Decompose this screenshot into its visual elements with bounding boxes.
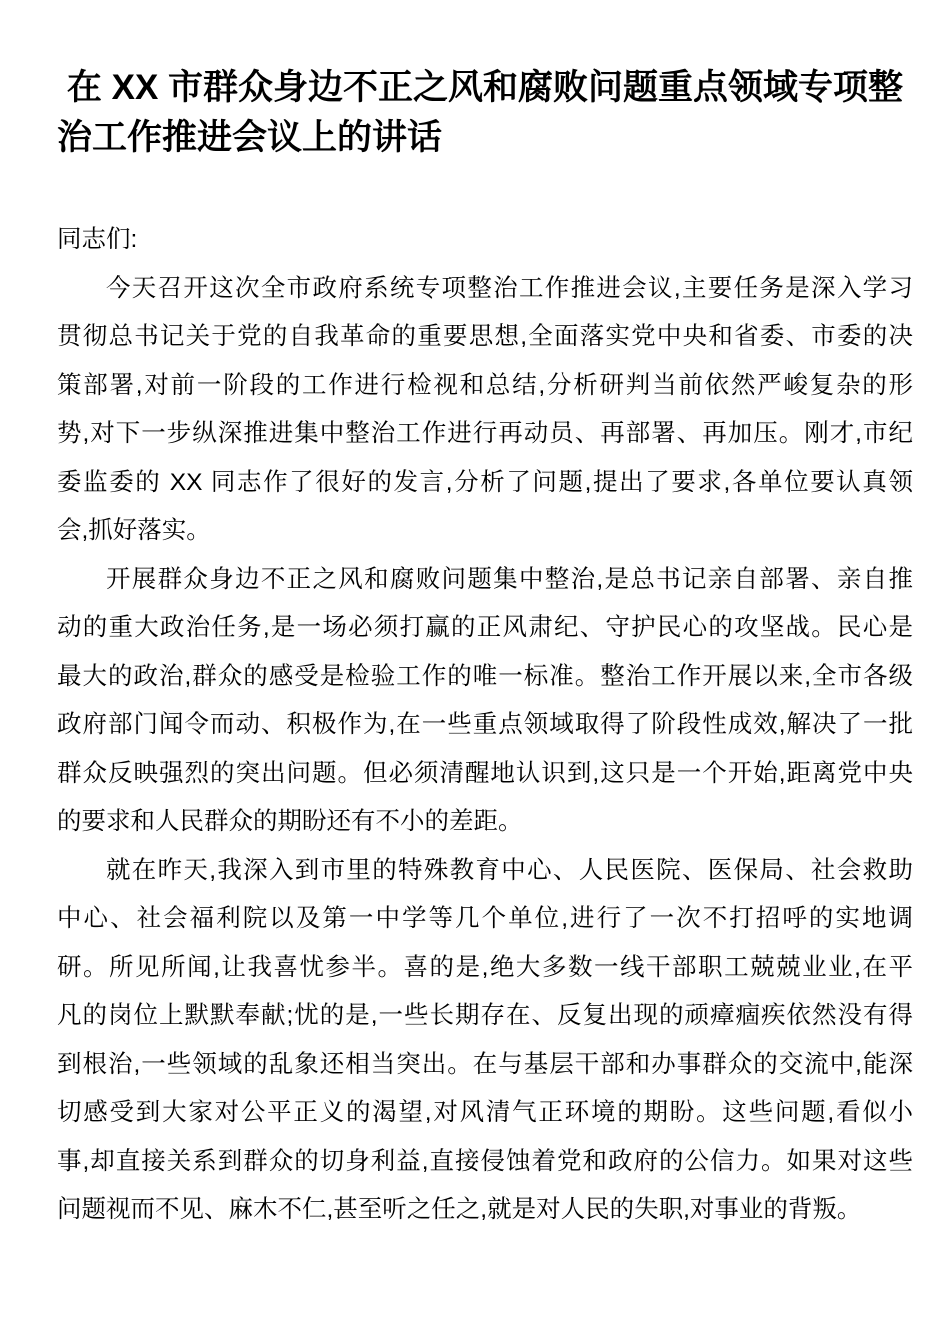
text-line: 策部署,对前一阶段的工作进行检视和总结,分析研判当前依然严峻复杂的形 bbox=[57, 371, 913, 399]
text-line: 动的重大政治任务,是一场必须打赢的正风肃纪、守护民心的攻坚战。民心是 bbox=[57, 614, 913, 641]
text-line: 贯彻总书记关于党的自我革命的重要思想,全面落实党中央和省委、市委的决 bbox=[57, 323, 913, 350]
text-line: 最大的政治,群众的感受是检验工作的唯一标准。整治工作开展以来,全市各级 bbox=[57, 662, 913, 690]
salutation: 同志们: bbox=[57, 226, 138, 253]
text-line: 今天召开这次全市政府系统专项整治工作推进会议,主要任务是深入学习 bbox=[106, 274, 913, 302]
text-line: 中心、社会福利院以及第一中学等几个单位,进行了一次不打招呼的实地调 bbox=[57, 905, 913, 932]
text-line: 就在昨天,我深入到市里的特殊教育中心、人民医院、医保局、社会救助 bbox=[106, 856, 913, 884]
text-line: 事,却直接关系到群众的切身利益,直接侵蚀着党和政府的公信力。如果对这些 bbox=[57, 1147, 913, 1175]
text-line: 问题视而不见、麻木不仁,甚至听之任之,就是对人民的失职,对事业的背叛。 bbox=[57, 1196, 862, 1223]
paragraph-1 bbox=[57, 265, 913, 556]
text-line: 开展群众身边不正之风和腐败问题集中整治,是总书记亲自部署、亲自推 bbox=[106, 565, 913, 593]
title-line: 在 XX 市群众身边不正之风和腐败问题重点领域专项整 bbox=[66, 68, 904, 107]
document-body bbox=[57, 216, 913, 1235]
text-line: 的要求和人民群众的期盼还有不小的差距。 bbox=[57, 808, 523, 835]
text-line: 势,对下一步纵深推进集中整治工作进行再动员、再部署、再加压。刚才,市纪 bbox=[57, 420, 913, 447]
document-title bbox=[57, 63, 913, 163]
text-line: 群众反映强烈的突出问题。但必须清醒地认识到,这只是一个开始,距离党中央 bbox=[57, 759, 913, 787]
text-line: 政府部门闻令而动、积极作为,在一些重点领域取得了阶段性成效,解决了一批 bbox=[57, 711, 913, 738]
paragraph-2 bbox=[57, 556, 913, 847]
paragraph-3 bbox=[57, 847, 913, 1235]
text-line: 会,抓好落实。 bbox=[57, 517, 211, 544]
text-line: 研。所见所闻,让我喜忧参半。喜的是,绝大多数一线干部职工兢兢业业,在平 bbox=[57, 953, 913, 981]
title-line: 治工作推进会议上的讲话 bbox=[57, 118, 443, 157]
text-line: 切感受到大家对公平正义的渴望,对风清气正环境的期盼。这些问题,看似小 bbox=[57, 1099, 913, 1126]
text-line: 凡的岗位上默默奉献;忧的是,一些长期存在、反复出现的顽瘴痼疾依然没有得 bbox=[57, 1002, 913, 1029]
text-line: 委监委的 XX 同志作了很好的发言,分析了问题,提出了要求,各单位要认真领 bbox=[57, 468, 913, 496]
text-line: 到根治,一些领域的乱象还相当突出。在与基层干部和办事群众的交流中,能深 bbox=[57, 1050, 913, 1078]
